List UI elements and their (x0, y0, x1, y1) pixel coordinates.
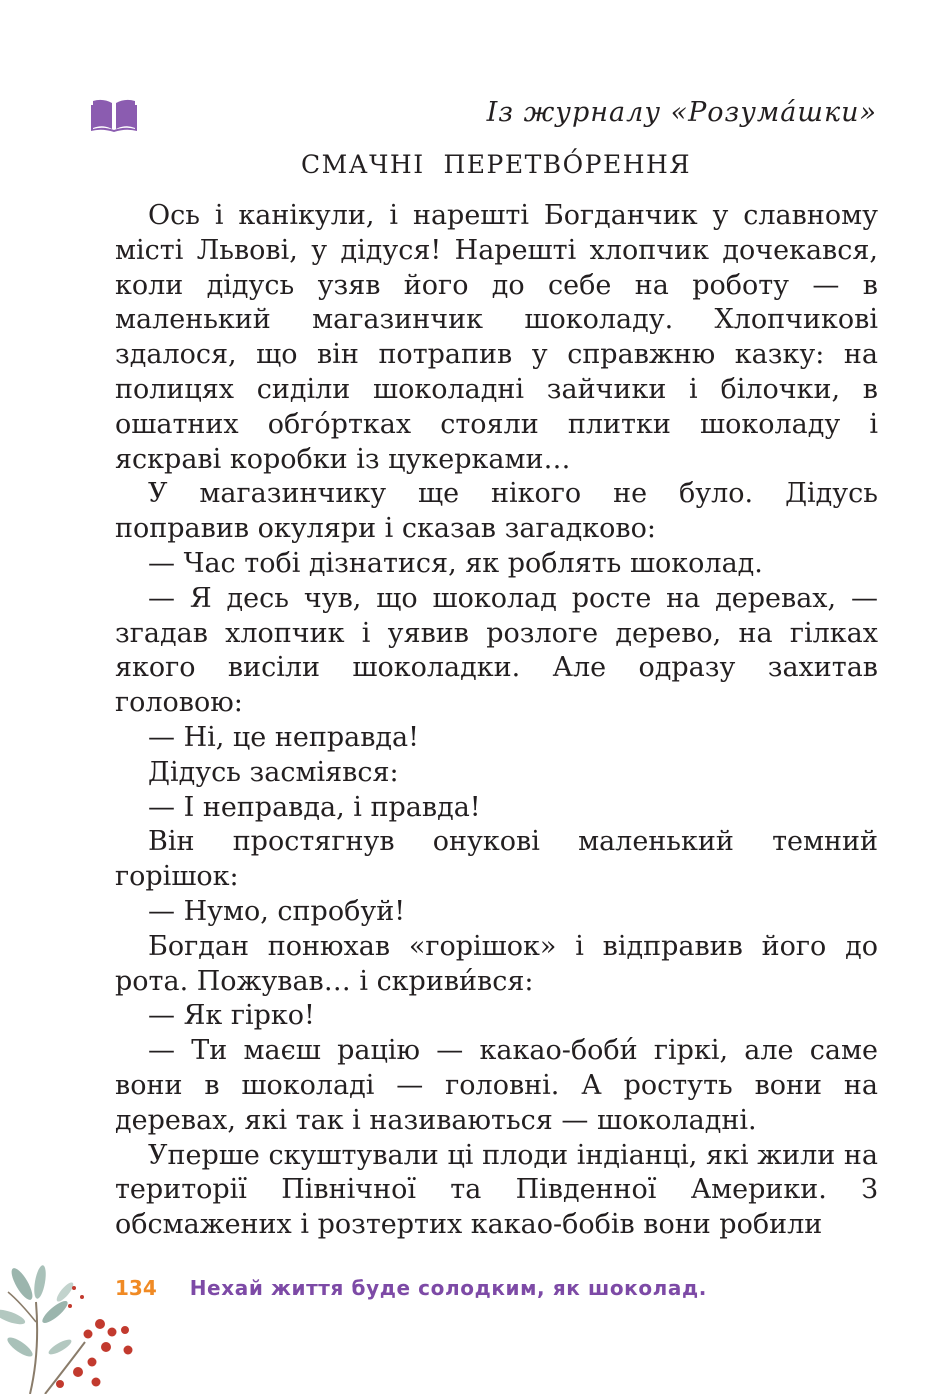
paragraph: — Ти маєш рацію — какао-боби́ гіркі, але саме вони в шоколаді — головні. А ростуть вони на деревах, які так і називаються — шоколадні. (115, 1035, 878, 1136)
paragraph: Богдан понюхав «горішок» і відправив його до рота. Пожував… і скриви́вся: (115, 930, 878, 997)
paragraph: — Я десь чув, що шоколад росте на деревах, — згадав хлопчик і уявив розлоге дерево, на гілках якого висіли шоколадки. Але одразу захитав головою: (115, 582, 878, 719)
paragraph: — Нумо, спробуй! (148, 895, 406, 927)
paragraph: — Ні, це неправда! (148, 721, 419, 753)
paragraph: Уперше скуштували ці плоди індіанці, які жили на території Північної та Південної Америки. З обсмажених і розтертих какао-бобів вони робили (115, 1139, 878, 1241)
article-body (115, 199, 878, 1243)
paragraph: — І неправда, і правда! (148, 791, 481, 823)
page-footer (115, 1276, 707, 1300)
article-source: Із журналу «Розума́шки» (486, 97, 877, 128)
paragraph: У магазинчику ще нікого не було. Дідусь поправив окуляри і сказав загадково: (115, 478, 878, 545)
paragraph: — Час тобі дізнатися, як роблять шоколад. (148, 547, 763, 579)
paragraph: Ось і канікули, і нарешті Богданчик у славному місті Львові, у дідуся! Нарешті хлопчик дочекався, коли дідусь узяв його до себе на роботу — в маленький магазинчик шоколаду. Хлопчикові здалося, що він потрапив у справжню казку: на полицях сиділи шоколадні зайчики і білочки, в ошатних обго́ртках стояли плитки шоколаду і яскраві коробки із цукерками… (115, 200, 878, 475)
article-title: СМАЧНІ ПЕРЕТВО́РЕННЯ (300, 150, 692, 179)
paragraph: Дідусь засміявся: (148, 756, 399, 788)
page-number: 134 (115, 1276, 157, 1300)
paragraph: — Як гірко! (148, 1000, 315, 1032)
footer-motto: Нехай життя буде солодким, як шоколад. (189, 1276, 707, 1300)
paragraph: Він простягнув онукові маленький темний горішок: (115, 826, 878, 893)
open-book-icon (90, 97, 138, 133)
